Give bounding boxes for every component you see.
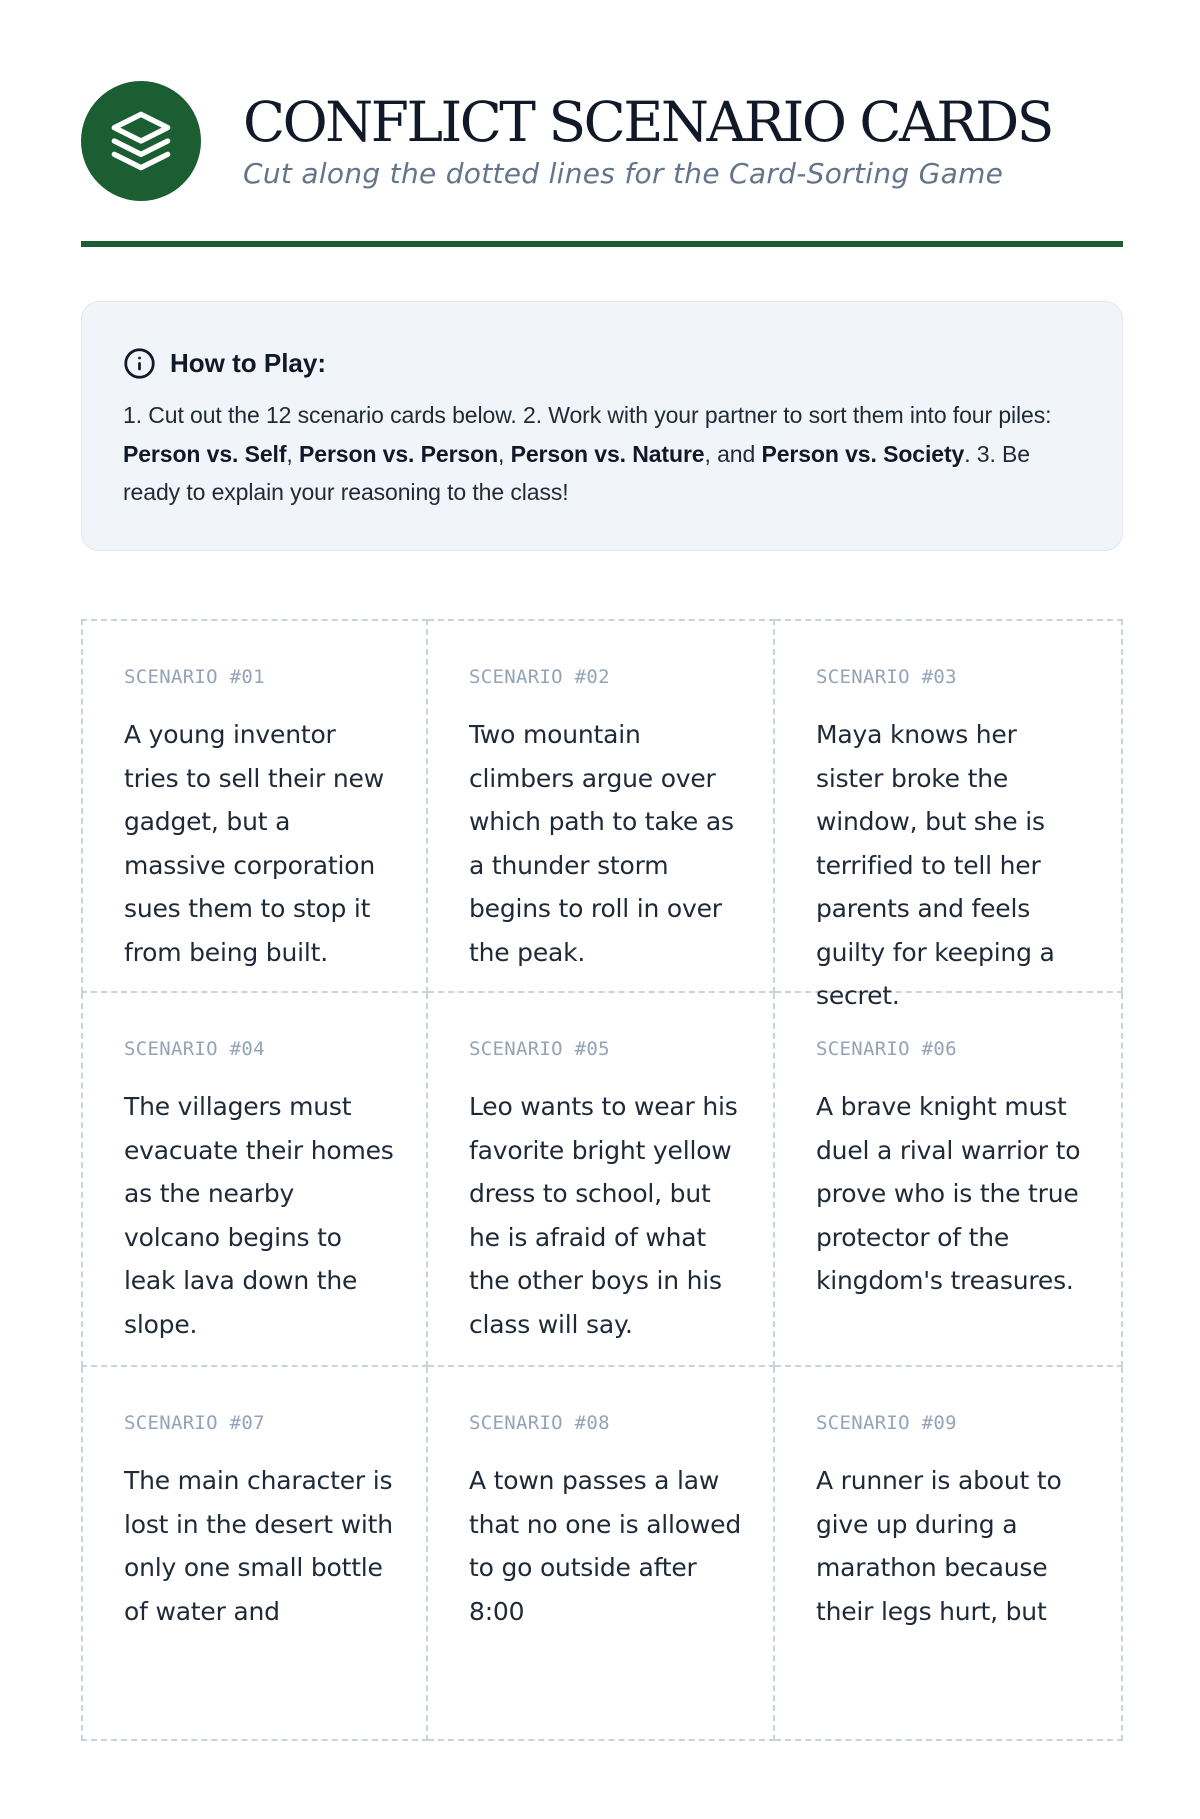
- pile-person-vs-person: Person vs. Person: [299, 440, 499, 467]
- card-text: A brave knight must duel a rival warrior to prove who is the true protector of the kingdom's treasures.: [816, 1092, 1081, 1295]
- card-number: SCENARIO #02: [469, 666, 610, 688]
- card-text: Maya knows her sister broke the window, but she is terrified to tell her parents and feels guilty for keeping a secret.: [816, 720, 1055, 1010]
- instructions-sep3: , and: [704, 440, 762, 467]
- instructions-title: How to Play:: [170, 347, 327, 378]
- card-number: SCENARIO #08: [469, 1412, 610, 1434]
- scenario-card: [428, 619, 775, 993]
- instructions-box: [81, 301, 1123, 551]
- header-divider: [81, 241, 1123, 247]
- pile-person-vs-self: Person vs. Self: [123, 440, 287, 467]
- card-number: SCENARIO #05: [469, 1038, 610, 1060]
- card-number: SCENARIO #06: [816, 1038, 957, 1060]
- instructions-text: [123, 396, 1082, 512]
- card-number: SCENARIO #01: [124, 666, 265, 688]
- instructions-part1: 1. Cut out the 12 scenario cards below. 2. Work with your partner to sort them into four piles:: [123, 402, 1052, 428]
- page-subtitle: Cut along the dotted lines for the Card-Sorting Game: [243, 157, 1004, 190]
- card-number: SCENARIO #04: [124, 1038, 265, 1060]
- logo-badge: [81, 81, 201, 201]
- card-number: SCENARIO #03: [816, 666, 957, 688]
- scenario-card: [428, 993, 775, 1367]
- instructions-heading: [123, 346, 1082, 380]
- card-text: Leo wants to wear his favorite bright yellow dress to school, but he is afraid of what the other boys in his class will say.: [469, 1092, 738, 1339]
- instructions-part2: . 3. Be ready to explain your reasoning to the class!: [123, 440, 1030, 505]
- card-text: A young inventor tries to sell their new gadget, but a massive corporation sues them to stop it from being built.: [124, 720, 384, 967]
- info-icon: [123, 347, 156, 380]
- pile-person-vs-society: Person vs. Society: [761, 440, 965, 467]
- card-text: The villagers must evacuate their homes as the nearby volcano begins to leak lava down the slope.: [124, 1092, 394, 1339]
- card-text: A runner is about to give up during a marathon because their legs hurt, but: [816, 1466, 1062, 1626]
- pile-person-vs-nature: Person vs. Nature: [510, 440, 705, 467]
- card-text: Two mountain climbers argue over which path to take as a thunder storm begins to roll in over the peak.: [469, 720, 734, 967]
- scenario-card: [428, 1367, 775, 1741]
- scenario-card: [81, 993, 428, 1367]
- card-number: SCENARIO #07: [124, 1412, 265, 1434]
- page-title: CONFLICT SCENARIO CARDS: [243, 90, 1052, 154]
- scenario-card: [81, 1367, 428, 1741]
- header: [81, 81, 1123, 241]
- scenario-card: [775, 993, 1123, 1367]
- scenario-card: [81, 619, 428, 993]
- card-number: SCENARIO #09: [816, 1412, 957, 1434]
- scenario-card: [775, 1367, 1123, 1741]
- card-text: The main character is lost in the desert with only one small bottle of water and: [124, 1466, 393, 1626]
- scenario-card: [775, 619, 1123, 1010]
- instructions-sep1: ,: [286, 440, 300, 467]
- scenario-card-grid: [81, 619, 1123, 1819]
- card-text: A town passes a law that no one is allowed to go outside after 8:00: [469, 1466, 741, 1626]
- layers-icon: [109, 109, 173, 173]
- instructions-sep2: ,: [498, 440, 511, 467]
